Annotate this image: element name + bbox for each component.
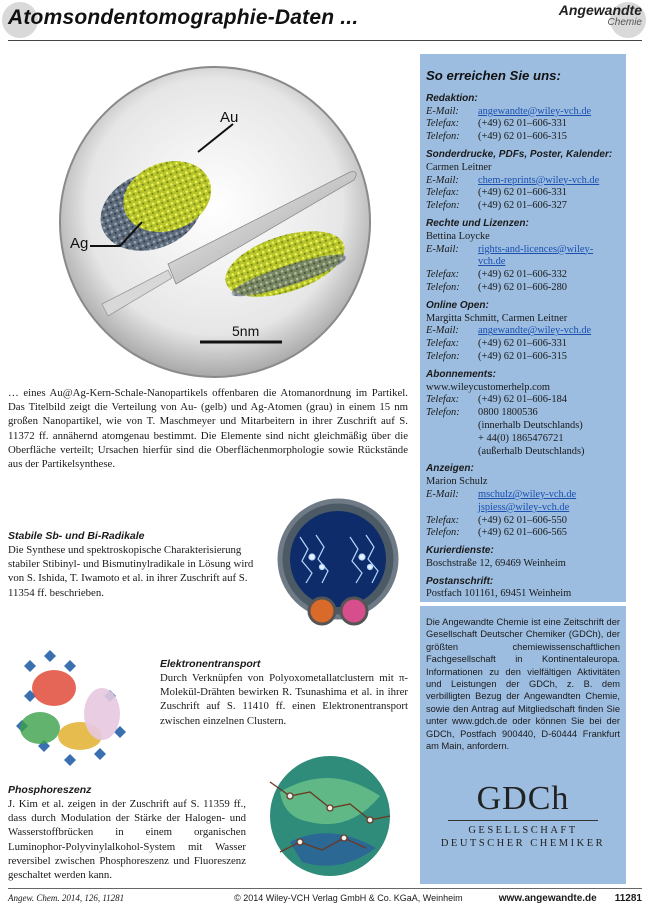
- email-label: E-Mail:: [426, 174, 459, 186]
- contact-abonnements: [426, 369, 620, 459]
- section-text: Die Synthese und spektroskopische Charakterisierung stabiler Stibinyl- und Bismutinylradikale in Lösung wird von S. Ishida, T. Iwamoto et al. in ihrer Zuschrift auf S. 11354 ff. beschrieben.: [8, 544, 254, 599]
- fax-label: Telefax:: [426, 187, 460, 199]
- section-radicals: [8, 530, 270, 600]
- footer-rule: [8, 888, 642, 889]
- email-link-2[interactable]: jspiess@wiley-vch.de: [478, 501, 570, 513]
- contact-name: Margitta Schmitt, Carmen Leitner: [426, 312, 568, 324]
- tel-label: Telefon:: [426, 131, 460, 143]
- section-text: Durch Verknüpfen von Polyoxometallatclustern mit π-Molekül-Drähten bewirken R. Tsunashima et al. in ihrer Zuschrift auf S. 11410 ff. einen Elektronentransport zwischen einzelnen Clustern.: [160, 672, 408, 727]
- fax-value: (+49) 62 01–606-331: [478, 118, 567, 130]
- fax-label: Telefax:: [426, 514, 460, 526]
- contact-title: Online Open:: [426, 299, 489, 311]
- email-link[interactable]: mschulz@wiley-vch.de: [478, 488, 577, 500]
- fax-label: Telefax:: [426, 338, 460, 350]
- email-link[interactable]: rights-and-licences@wiley-vch.de: [478, 243, 594, 268]
- contact-sonderdrucke: [426, 149, 620, 213]
- fax-value: (+49) 62 01–606-332: [478, 269, 567, 281]
- label-au: Au: [220, 109, 239, 126]
- email-link[interactable]: angewandte@wiley-vch.de: [478, 325, 592, 337]
- cover-description: … eines Au@Ag-Kern-Schale-Nanopartikels offenbaren die Atomanordnung im Partikel. Das Titelbild zeigt die Verteilung von Au- (gelb) und Ag-Atomen (grau) in einem 15 nm großen Nanopartikel, wie von T. Maschmeyer und Mitarbeitern in ihrer Zuschrift auf S. 11372 ff. annähernd atomgenau bestimmt. Die Elemente sind nicht gleichmäßig über die Oberfläche verteilt; Ursachen hierfür sind die Oberflächenmorphologie sowie Rückstände aus der Partikelsynthese.: [8, 387, 408, 471]
- footer-citation: Angew. Chem. 2014, 126, 11281: [8, 893, 125, 903]
- fax-value: (+49) 62 01–606-331: [478, 338, 567, 350]
- scale-label: 5nm: [232, 323, 260, 339]
- journal-brand: [559, 3, 642, 28]
- gdch-name-line1: GESELLSCHAFT: [468, 825, 578, 836]
- fax-value: (+49) 62 01–606-331: [478, 187, 567, 199]
- tel-note: (innerhalb Deutschlands): [478, 419, 583, 431]
- contact-title: Sonderdrucke, PDFs, Poster, Kalender:: [426, 148, 613, 160]
- section-title: Elektronentransport: [160, 658, 261, 670]
- tel-label: Telefon:: [426, 527, 460, 539]
- contact-title: Rechte und Lizenzen:: [426, 217, 529, 229]
- gdch-logo: [420, 782, 626, 850]
- header-rule: [8, 40, 642, 41]
- section-title: Stabile Sb- und Bi-Radikale: [8, 530, 145, 542]
- contact-title: Postanschrift:: [426, 575, 494, 587]
- contact-sidebar: [420, 54, 626, 602]
- gdch-info-box: [420, 606, 626, 884]
- contact-url: www.wileycustomerhelp.com: [426, 381, 550, 393]
- fax-label: Telefax:: [426, 269, 460, 281]
- footer-copyright: © 2014 Wiley-VCH Verlag GmbH & Co. KGaA, Weinheim: [234, 893, 463, 903]
- tel-label: Telefon:: [426, 350, 460, 362]
- section-text: J. Kim et al. zeigen in der Zuschrift auf S. 11359 ff., dass durch Modulation der Stärke der Halogen- und Wasserstoffbrücken in einem organischen Luminophor-Polyvinylalkohol-System mit Wasser reversibel zwischen Phosphoreszenz und Fluoreszenz geschaltet werden kann.: [8, 798, 246, 882]
- fax-label: Telefax:: [426, 394, 460, 406]
- sidebar-heading: So erreichen Sie uns:: [426, 68, 561, 83]
- email-label: E-Mail:: [426, 488, 459, 500]
- fax-value: (+49) 62 01–606-184: [478, 394, 567, 406]
- electron-transport-figure: [4, 636, 154, 781]
- brand-line2: Chemie: [607, 17, 642, 28]
- gdch-logo-mark: GDCh: [476, 780, 570, 817]
- page-title: Atomsondentomographie-Daten ...: [8, 6, 359, 29]
- tel-label: Telefon:: [426, 200, 460, 212]
- gdch-name-line2: DEUTSCHER CHEMIKER: [440, 838, 606, 849]
- contact-anzeigen: [426, 463, 620, 540]
- contact-name: Marion Schulz: [426, 476, 488, 488]
- contact-online-open: [426, 300, 620, 364]
- contact-postanschrift: [426, 576, 620, 602]
- brand-line1: Angewandte: [558, 2, 642, 18]
- email-label: E-Mail:: [426, 105, 459, 117]
- fax-value: (+49) 62 01–606-550: [478, 514, 567, 526]
- tel-label: Telefon:: [426, 281, 460, 293]
- cover-figure: [50, 64, 380, 382]
- email-link[interactable]: angewandte@wiley-vch.de: [478, 105, 592, 117]
- contact-title: Anzeigen:: [426, 463, 474, 475]
- tel-note-2: (außerhalb Deutschlands): [478, 445, 585, 457]
- section-phosphorescence: [8, 784, 246, 882]
- tel-value: (+49) 62 01–606-315: [478, 131, 567, 143]
- contact-address: Postfach 101161, 69451 Weinheim: [426, 588, 572, 600]
- tel-value: (+49) 62 01–606-315: [478, 350, 567, 362]
- email-label: E-Mail:: [426, 325, 459, 337]
- phosphorescence-figure: [250, 752, 410, 882]
- page-footer: [8, 893, 642, 904]
- contact-title: Kurierdienste:: [426, 545, 494, 557]
- label-ag: Ag: [70, 235, 89, 252]
- section-electron-transport: [160, 658, 408, 728]
- contact-name: Carmen Leitner: [426, 161, 492, 173]
- tel-label: Telefon:: [426, 407, 460, 419]
- tel-value: 0800 1800536: [478, 407, 538, 419]
- contact-rechte: [426, 218, 620, 295]
- email-label: E-Mail:: [426, 243, 459, 255]
- contact-address: Boschstraße 12, 69469 Weinheim: [426, 557, 566, 569]
- tel-value: (+49) 62 01–606-565: [478, 527, 567, 539]
- fax-label: Telefax:: [426, 118, 460, 130]
- contact-title: Redaktion:: [426, 92, 478, 104]
- contact-kurier: [426, 545, 620, 571]
- contact-title: Abonnements:: [426, 368, 496, 380]
- radicals-figure: [262, 497, 412, 629]
- tel-value: (+49) 62 01–606-280: [478, 281, 567, 293]
- footer-url-link[interactable]: www.angewandte.de: [498, 893, 597, 904]
- gdch-text: Die Angewandte Chemie ist eine Zeitschrift der Gesellschaft Deutscher Chemiker (GDCh), der größten chemiewissenschaftlichen Fachgesellschaft in Kontinentaleuropa. Informationen zu den vielfältigen Aktivitäten und Leistungen der GDCh, z. B. dem verbilligten Bezug der Angewandten Chemie, sowie den Antrag auf Mitgliedschaft finden Sie unter www.gdch.de oder können Sie bei der GDCh, Postfach 900440, D-60444 Frankfurt am Main, anfordern.: [426, 617, 620, 752]
- contact-name: Bettina Loycke: [426, 230, 490, 242]
- tel-value: (+49) 62 01–606-327: [478, 200, 567, 212]
- tel-value-2: + 44(0) 1865476721: [478, 432, 564, 444]
- contact-redaktion: [426, 93, 620, 144]
- page-number: 11281: [614, 893, 642, 904]
- email-link[interactable]: chem-reprints@wiley-vch.de: [478, 174, 600, 186]
- section-title: Phosphoreszenz: [8, 784, 92, 796]
